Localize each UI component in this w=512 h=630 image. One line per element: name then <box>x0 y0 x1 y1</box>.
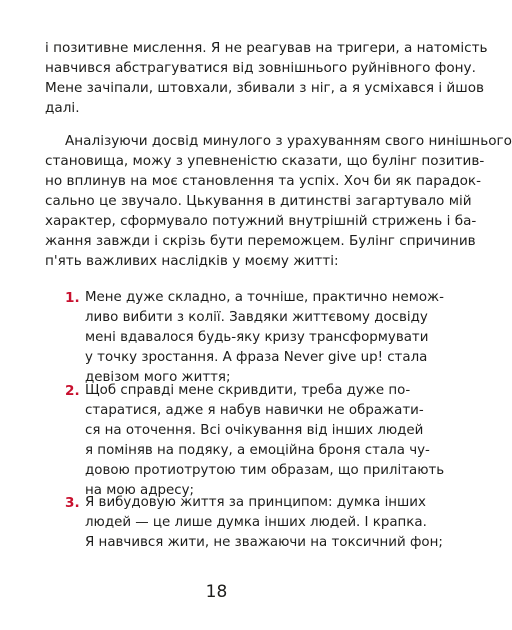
paragraph-continuation <box>45 38 488 118</box>
list-item-text <box>85 288 444 388</box>
text-line: старатися, адже я набув навички не ображати- <box>85 403 424 418</box>
text-line: мені вдавалося будь-яку кризу трансформувати <box>85 330 429 345</box>
text-line: людей — це лише думка інших людей. І крапка. <box>85 515 427 530</box>
text-line: довою протиотрутою тим образам, що прилітають <box>85 463 445 478</box>
text-line: я поміняв на подяку, а емоційна броня стала чу- <box>85 443 430 458</box>
text-line: п'ять важливих наслідків у моєму житті: <box>45 253 339 269</box>
list-item-text <box>85 493 443 553</box>
text-line: девізом мого життя; <box>85 370 231 385</box>
paragraph-analysis <box>45 131 512 271</box>
text-line: Я вибудовую життя за принципом: думка інших <box>85 495 426 510</box>
text-line: Щоб справді мене скривдити, треба дуже по- <box>85 383 411 398</box>
page-number: 18 <box>205 582 228 602</box>
text-line: Мене зачіпали, штовхали, збивали з ніг, а я усміхався і йшов <box>45 80 485 96</box>
text-line: характер, сформувало потужний внутрішній стрижень і ба- <box>45 213 477 229</box>
list-item-number: 3. <box>65 495 80 511</box>
text-line: становища, можу з упевненістю сказати, що булінг позитив- <box>45 153 485 169</box>
text-line: жання завжди і скрізь бути переможцем. Булінг спричинив <box>45 233 476 249</box>
text-line: ся на оточення. Всі очікування від інших людей <box>85 423 424 438</box>
text-line: но вплинув на моє становлення та успіх. Хоч би як парадок- <box>45 173 482 189</box>
text-line: Мене дуже складно, а точніше, практично немож- <box>85 290 444 305</box>
text-line: далі. <box>45 100 80 116</box>
text-line: сально це звучало. Цькування в дитинстві загартувало мій <box>45 193 472 209</box>
list-item-number: 1. <box>65 290 80 306</box>
text-line: Аналізуючи досвід минулого з урахуванням свого нинішнього <box>65 133 512 149</box>
text-line: у точку зростання. А фраза Never give up! стала <box>85 350 428 365</box>
list-item-number: 2. <box>65 383 80 399</box>
text-line: навчився абстрагуватися від зовнішнього руйнівного фону. <box>45 60 476 76</box>
text-line: на мою адресу; <box>85 483 195 498</box>
text-line: ливо вибити з колії. Завдяки життєвому досвіду <box>85 310 428 325</box>
text-line: і позитивне мислення. Я не реагував на тригери, а натомість <box>45 40 488 56</box>
list-item-text <box>85 381 445 501</box>
text-line: Я навчився жити, не зважаючи на токсичний фон; <box>85 535 443 550</box>
